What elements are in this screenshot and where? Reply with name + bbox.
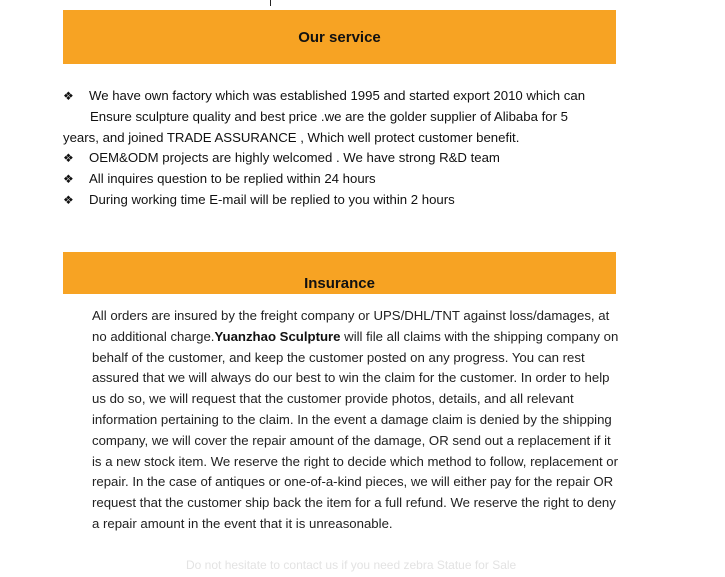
list-item: ❖ All inquires question to be replied within 24 hours [63,169,623,190]
list-item: ❖ OEM&ODM projects are highly welcomed . We have strong R&D team [63,148,623,169]
footer-faint-text: Do not hesitate to contact us if you need zebra Statue for Sale [186,558,517,572]
insurance-banner [63,252,616,294]
diamond-bullet-icon: ❖ [63,89,74,103]
insurance-paragraph: All orders are insured by the freight company or UPS/DHL/TNT against loss/damages, at no additional charge.Yuanzhao Sculpture will file all claims with the shipping company on behalf of the customer, and keep the customer posted on any progress. You can rest assured that we will always do our best to win the claim for the customer. In order to help us do so, we will request that the customer provide photos, details, and all relevant information pertaining to the claim. In the event a damage claim is denied by the shipping company, we will cover the repair amount of the damage, OR send out a replacement if it is a new stock item. We reserve the right to decide which method to follow, replacement or repair. In the case of antiques or one-of-a-kind pieces, we will either pay for the repair OR request that the customer ship back the item for a full refund. We reserve the right to deny a repair amount in the event that it is unreasonable. [92,308,619,531]
list-item: ❖ During working time E-mail will be replied to you within 2 hours [63,190,623,211]
list-item-continuation: Ensure sculpture quality and best price .we are the golder supplier of Alibaba for 5 [90,108,568,124]
list-item-continuation: years, and joined TRADE ASSURANCE , Which well protect customer benefit. [63,129,520,145]
our-service-heading: Our service [298,28,381,46]
diamond-bullet-icon: ❖ [63,172,74,187]
diamond-bullet-icon: ❖ [63,192,74,207]
our-service-banner [63,10,616,64]
service-list [63,86,623,211]
text-cursor-mark [270,0,271,6]
insurance-heading: Insurance [304,275,375,292]
list-item: ❖ We have own factory which was established 1995 and started export 2010 which can [63,86,623,107]
diamond-bullet-icon: ❖ [63,151,74,166]
company-name: Yuanzhao Sculpture [214,328,341,344]
